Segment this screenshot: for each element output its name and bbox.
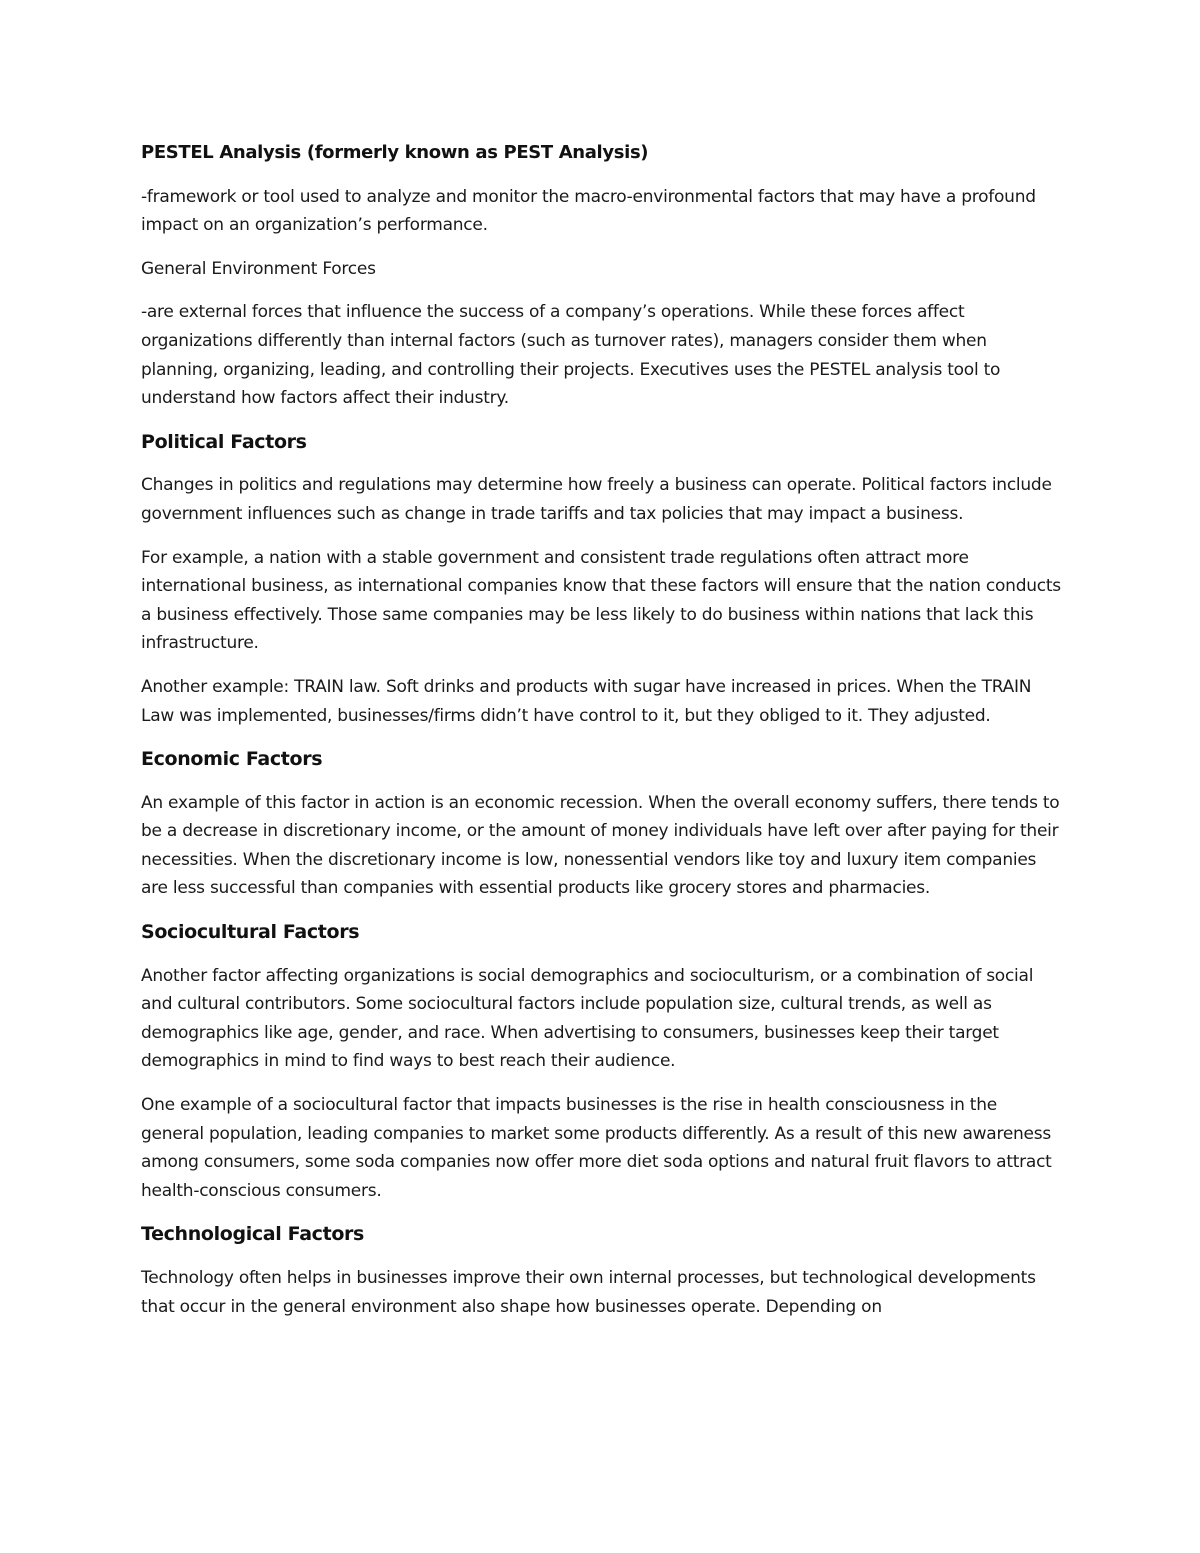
- intro-definition: -framework or tool used to analyze and monitor the macro-environmental factors that may have a profound impact on an organization’s performance.: [141, 186, 1036, 236]
- general-environment-label: General Environment Forces: [141, 258, 376, 279]
- technological-factors-heading: Technological Factors: [141, 1223, 364, 1246]
- document-title: PESTEL Analysis (formerly known as PEST Analysis): [141, 142, 649, 163]
- political-paragraph-2: For example, a nation with a stable government and consistent trade regulations often attract more international business, as international companies know that these factors will ensure that the nation conducts a business effectively. Those same companies may be less likely to do business within nations that lack this infrastructure.: [141, 547, 1061, 654]
- political-paragraph-3: Another example: TRAIN law. Soft drinks and products with sugar have increased in prices. When the TRAIN Law was implemented, businesses/firms didn’t have control to it, but they obliged to it. They adjusted.: [141, 676, 1032, 726]
- political-factors-heading: Political Factors: [141, 430, 307, 453]
- technological-paragraph-1: Technology often helps in businesses improve their own internal processes, but technological developments that occur in the general environment also shape how businesses operate. Depending on: [141, 1268, 1036, 1317]
- general-environment-text: -are external forces that influence the success of a company’s operations. While these forces affect organizations differently than internal factors (such as turnover rates), managers consider them when planning, organizing, leading, and controlling their projects. Executives uses the PESTEL analysis tool to understand how factors affect their industry.: [141, 302, 1001, 409]
- sociocultural-paragraph-2: One example of a sociocultural factor that impacts businesses is the rise in health consciousness in the general population, leading companies to market some products differently. As a result of this new awareness among consumers, some soda companies now offer more diet soda options and natural fruit flavors to attract health-conscious consumers.: [141, 1095, 1052, 1201]
- sociocultural-factors-heading: Sociocultural Factors: [141, 921, 360, 944]
- economic-factors-heading: Economic Factors: [141, 748, 323, 771]
- sociocultural-paragraph-1: Another factor affecting organizations is social demographics and socioculturism, or a combination of social and cultural contributors. Some sociocultural factors include population size, cultural trends, as well as demographics like age, gender, and race. When advertising to consumers, businesses keep their target demographics in mind to find ways to best reach their audience.: [141, 965, 1034, 1072]
- political-paragraph-1: Changes in politics and regulations may determine how freely a business can operate. Political factors include government influences such as change in trade tariffs and tax policies that may impact a business.: [141, 475, 1052, 524]
- economic-paragraph-1: An example of this factor in action is an economic recession. When the overall economy suffers, there tends to be a decrease in discretionary income, or the amount of money individuals have left over after paying for their necessities. When the discretionary income is low, nonessential vendors like toy and luxury item companies are less successful than companies with essential products like grocery stores and pharmacies.: [141, 792, 1060, 899]
- document-body: [141, 139, 1061, 1336]
